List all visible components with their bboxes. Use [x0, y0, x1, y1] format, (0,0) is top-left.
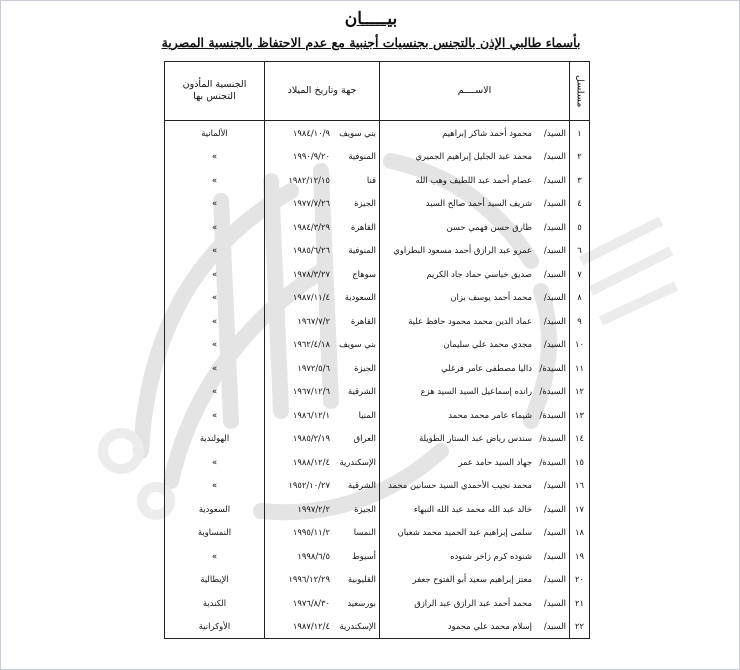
birth-cell [265, 239, 380, 263]
column-header-serial: مسلسل [570, 62, 590, 121]
serial-cell: ٢٠ [570, 568, 590, 592]
birth-date: ١٩٧٦/٨/٣٠ [292, 597, 330, 608]
serial-cell: ٦ [570, 239, 590, 263]
honorific: السيد/ [543, 174, 566, 185]
birth-cell [265, 262, 380, 286]
honorific: السيد/ [543, 221, 566, 232]
birth-place: بني سويف [339, 127, 376, 138]
table-row [165, 544, 590, 568]
serial-cell: ٢٢ [570, 615, 590, 639]
birth-cell [265, 544, 380, 568]
nationality-cell: » [165, 474, 265, 498]
person-name: جهاد السيد حامد عمر [458, 456, 532, 467]
table-row [165, 497, 590, 521]
person-name: سندس رياض عبد الستار الطويلة [419, 433, 532, 444]
serial-cell: ٤ [570, 192, 590, 216]
table-row [165, 615, 590, 639]
birth-date: ١٩٨٧/١٢/٤ [292, 621, 330, 632]
birth-place: قنا [366, 174, 376, 185]
honorific: السيد/ [543, 503, 566, 514]
birth-place: الشرقية [348, 386, 376, 397]
birth-date: ١٩٧٢/٥/٦ [297, 362, 330, 373]
nationality-cell: » [165, 145, 265, 169]
birth-place: القليوبية [347, 574, 376, 585]
birth-cell [265, 403, 380, 427]
person-name: عماد الدين محمد محمود حافظ علية [408, 315, 532, 326]
person-name: خالد عبد الله محمد عبد الله النبهاء [413, 503, 532, 514]
person-name: شنوده كرم زاخر شنوده [450, 550, 532, 561]
birth-date: ١٩٨٦/١٢/١ [292, 409, 330, 420]
person-name: معتز إبراهيم سعيد أبو الفتوح جعفر [412, 574, 532, 585]
person-name: رانده إسماعيل السيد السيد هزع [420, 386, 532, 397]
person-name: صديق خياسي حماد جاد الكريم [426, 268, 532, 279]
honorific: السيدة/ [539, 456, 566, 467]
person-name: محمد أحمد عبد الرازق عبد الرازق [414, 597, 532, 608]
name-cell [380, 192, 570, 216]
birth-cell [265, 591, 380, 615]
nationality-cell: » [165, 544, 265, 568]
birth-cell [265, 168, 380, 192]
person-name: عمرو عبد الرازق أحمد مسعود البطراوي [393, 245, 532, 256]
table-body [165, 121, 590, 639]
honorific: السيد/ [543, 480, 566, 491]
birth-place: المنوفية [348, 151, 376, 162]
birth-date: ١٩٩٨/٦/٥ [297, 550, 330, 561]
table-row [165, 450, 590, 474]
serial-cell: ١٩ [570, 544, 590, 568]
name-cell [380, 121, 570, 145]
honorific: السيد/ [543, 527, 566, 538]
honorific: السيدة/ [539, 386, 566, 397]
document-subtitle: بأسماء طالبي الإذن بالتجنس بجنسيات أجنبية مع عدم الاحتفاظ بالجنسية المصرية [161, 35, 581, 50]
table-row [165, 380, 590, 404]
nationality-cell: » [165, 262, 265, 286]
serial-cell: ٢ [570, 145, 590, 169]
person-name: محمد عبد الجليل إبراهيم الجميري [415, 151, 532, 162]
birth-place: المنيا [358, 409, 376, 420]
birth-cell [265, 192, 380, 216]
birth-date: ١٩٧٨/٣/٢٧ [292, 268, 330, 279]
birth-date: ١٩٨٥/٦/٢٦ [292, 245, 330, 256]
serial-cell: ١٠ [570, 333, 590, 357]
birth-place: سوهاج [352, 268, 376, 279]
name-cell [380, 145, 570, 169]
table-row [165, 262, 590, 286]
serial-cell: ٨ [570, 286, 590, 310]
birth-date: ١٩٩٧/٢/٢ [297, 503, 330, 514]
nationality-cell: الهولندية [165, 427, 265, 451]
birth-date: ١٩٨٨/١٢/٤ [292, 456, 330, 467]
birth-cell [265, 286, 380, 310]
document-title: بيـــــان [344, 9, 398, 29]
honorific: السيد/ [543, 597, 566, 608]
nationality-cell: الكندية [165, 591, 265, 615]
name-cell [380, 380, 570, 404]
name-cell [380, 497, 570, 521]
table-row [165, 427, 590, 451]
birth-date: ١٩٩٥/١١/٢ [292, 527, 330, 538]
nationality-cell: » [165, 403, 265, 427]
birth-date: ١٩٨٧/١١/٤ [292, 292, 330, 303]
person-name: طارق حسن فهمي حسن [446, 221, 532, 232]
serial-cell: ١ [570, 121, 590, 145]
name-cell [380, 521, 570, 545]
birth-place: الجيزة [354, 198, 376, 209]
birth-date: ١٩٥٢/١٠/٢٧ [288, 480, 330, 491]
name-cell [380, 403, 570, 427]
honorific: السيد/ [543, 339, 566, 350]
table-row [165, 474, 590, 498]
birth-date: ١٩٧٧/٧/٢٦ [292, 198, 330, 209]
column-header-nationality: الجنسية المأذون التجنس بها [165, 62, 265, 121]
person-name: مجدي محمد علي سليمان [443, 339, 532, 350]
birth-date: ١٩٨٤/١٠/٩ [292, 127, 330, 138]
nationality-cell: » [165, 192, 265, 216]
serial-cell: ٢١ [570, 591, 590, 615]
birth-place: الإسكندرية [339, 621, 376, 632]
serial-cell: ١٤ [570, 427, 590, 451]
name-cell [380, 286, 570, 310]
name-cell [380, 356, 570, 380]
person-name: إسلام محمد علي محمود [447, 621, 532, 632]
name-cell [380, 239, 570, 263]
nationality-cell: » [165, 239, 265, 263]
person-name: محمد نجيب الأحمدي السيد حسانين محمد [388, 480, 532, 491]
birth-place: بني سويف [339, 339, 376, 350]
table-row [165, 521, 590, 545]
honorific: السيد/ [543, 292, 566, 303]
table-row [165, 403, 590, 427]
name-cell [380, 591, 570, 615]
table-row [165, 309, 590, 333]
birth-cell [265, 521, 380, 545]
serial-cell: ٧ [570, 262, 590, 286]
serial-cell: ١٧ [570, 497, 590, 521]
birth-cell [265, 568, 380, 592]
birth-cell [265, 215, 380, 239]
column-header-name: الاســــم [380, 62, 570, 121]
table-row [165, 286, 590, 310]
names-table [164, 61, 590, 639]
serial-cell: ٣ [570, 168, 590, 192]
name-cell [380, 333, 570, 357]
birth-cell [265, 333, 380, 357]
birth-place: الشرقية [348, 480, 376, 491]
honorific: السيدة/ [539, 433, 566, 444]
birth-cell [265, 309, 380, 333]
birth-place: القاهرة [350, 315, 376, 326]
birth-place: بورسعيد [347, 597, 376, 608]
name-cell [380, 427, 570, 451]
table-row [165, 591, 590, 615]
honorific: السيد/ [543, 198, 566, 209]
column-header-birth: جهة وتاريخ الميلاد [265, 62, 380, 121]
birth-place: العراق [353, 433, 376, 444]
serial-cell: ١٣ [570, 403, 590, 427]
name-cell [380, 309, 570, 333]
serial-cell: ٥ [570, 215, 590, 239]
birth-cell [265, 356, 380, 380]
table-row [165, 356, 590, 380]
name-cell [380, 262, 570, 286]
birth-cell [265, 615, 380, 639]
table-row [165, 145, 590, 169]
person-name: محمد أحمد يوسف بزان [450, 292, 532, 303]
nationality-cell: » [165, 309, 265, 333]
honorific: السيد/ [543, 245, 566, 256]
birth-cell [265, 145, 380, 169]
birth-date: ١٩٦٢/٤/١٨ [292, 339, 330, 350]
table-row [165, 168, 590, 192]
nationality-cell: » [165, 450, 265, 474]
birth-cell [265, 427, 380, 451]
nationality-cell: الأوكرانية [165, 615, 265, 639]
birth-place: الجيزة [354, 503, 376, 514]
name-cell [380, 450, 570, 474]
name-cell [380, 215, 570, 239]
nationality-cell: النمساوية [165, 521, 265, 545]
name-cell [380, 474, 570, 498]
honorific: السيد/ [543, 127, 566, 138]
serial-cell: ١١ [570, 356, 590, 380]
birth-date: ١٩٩٦/١٢/٢٩ [288, 574, 330, 585]
honorific: السيد/ [543, 550, 566, 561]
person-name: شريف السيد أحمد صالح السيد [425, 198, 532, 209]
name-cell [380, 544, 570, 568]
birth-date: ١٩٦٧/٧/٢ [297, 315, 330, 326]
birth-place: الجيزة [354, 362, 376, 373]
birth-place: النمسا [353, 527, 376, 538]
birth-cell [265, 497, 380, 521]
nationality-cell: » [165, 380, 265, 404]
person-name: شيماء عامر محمد محمد [448, 409, 532, 420]
birth-date: ١٩٨٥/٢/١٩ [292, 433, 330, 444]
name-cell [380, 168, 570, 192]
birth-date: ١٩٦٧/١٢/٦ [292, 386, 330, 397]
nationality-cell: » [165, 286, 265, 310]
serial-cell: ١٨ [570, 521, 590, 545]
person-name: داليا مصطفى عامر فرغلي [441, 362, 532, 373]
birth-cell [265, 450, 380, 474]
birth-cell [265, 380, 380, 404]
honorific: السيد/ [543, 574, 566, 585]
birth-place: أسيوط [352, 550, 376, 561]
table-row [165, 239, 590, 263]
birth-date: ١٩٨٢/١٢/١٥ [288, 174, 330, 185]
name-cell [380, 615, 570, 639]
table-row [165, 568, 590, 592]
nationality-cell: الإيطالية [165, 568, 265, 592]
birth-date: ١٩٩٠/٩/٢٠ [292, 151, 330, 162]
person-name: سلمى إبراهيم عبد الحميد محمد شعبان [397, 527, 532, 538]
honorific: السيدة/ [539, 362, 566, 373]
birth-place: القاهرة [350, 221, 376, 232]
birth-cell [265, 121, 380, 145]
birth-place: الإسكندرية [339, 456, 376, 467]
honorific: السيدة/ [539, 409, 566, 420]
honorific: السيد/ [543, 268, 566, 279]
birth-cell [265, 474, 380, 498]
nationality-cell: » [165, 356, 265, 380]
serial-cell: ٩ [570, 309, 590, 333]
birth-date: ١٩٨٤/٣/٢٩ [292, 221, 330, 232]
honorific: السيد/ [543, 621, 566, 632]
nationality-cell: السعودية [165, 497, 265, 521]
nationality-cell: » [165, 168, 265, 192]
person-name: محمود أحمد شاكر إبراهيم [442, 127, 532, 138]
serial-cell: ١٢ [570, 380, 590, 404]
birth-place: السعودية [344, 292, 376, 303]
nationality-cell: » [165, 333, 265, 357]
honorific: السيد/ [543, 315, 566, 326]
person-name: عصام أحمد عبد اللطيف وهب الله [415, 174, 532, 185]
serial-cell: ١٥ [570, 450, 590, 474]
table-row [165, 333, 590, 357]
honorific: السيد/ [543, 151, 566, 162]
table-row [165, 121, 590, 145]
nationality-cell: الألمانية [165, 121, 265, 145]
table-header-row [165, 62, 590, 121]
nationality-cell: » [165, 215, 265, 239]
table-row [165, 192, 590, 216]
serial-cell: ١٦ [570, 474, 590, 498]
table-row [165, 215, 590, 239]
name-cell [380, 568, 570, 592]
birth-place: المنوفية [348, 245, 376, 256]
